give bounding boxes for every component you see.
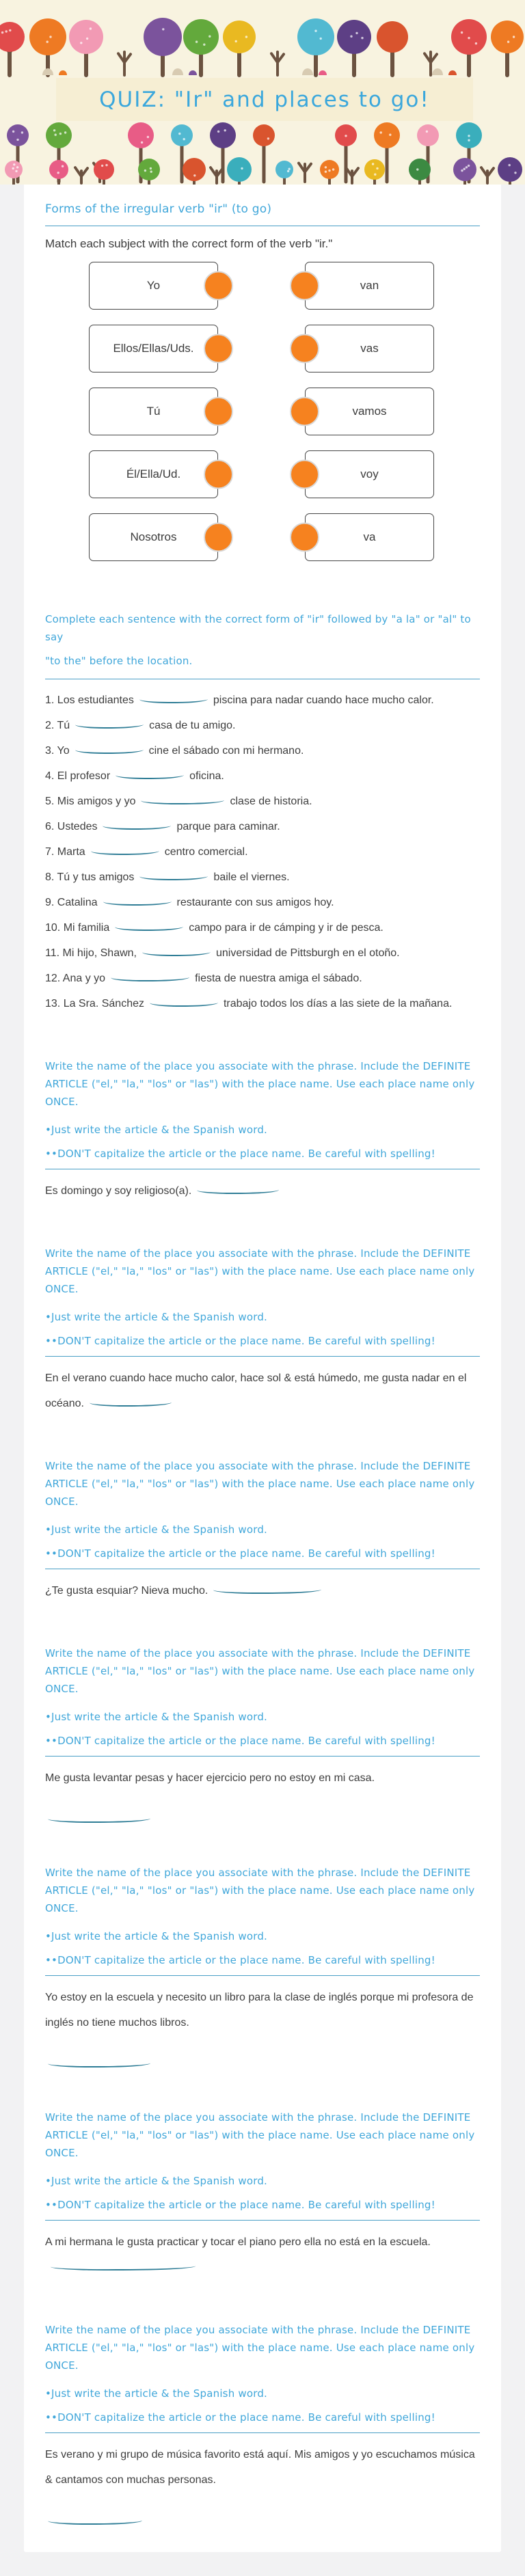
place-block <box>45 1864 480 2067</box>
match-connector-circle[interactable] <box>204 334 233 364</box>
answer-label: voy <box>360 467 379 480</box>
subject-box <box>89 262 218 310</box>
match-connector-circle[interactable] <box>290 460 319 489</box>
sentence-text: 9. Catalina <box>45 897 98 908</box>
match-connector-circle[interactable] <box>204 271 233 301</box>
place-note-1: •Just write the article & the Spanish word. <box>45 1311 268 1323</box>
place-prompt <box>45 1366 480 1416</box>
sentence-text: 6. Ustedes <box>45 821 98 832</box>
sentence-blank-input[interactable] <box>91 843 159 856</box>
sentence-item <box>45 865 480 890</box>
sentence-item <box>45 789 480 814</box>
place-instructions: Write the name of the place you associate with the phrase. Include the DEFINITE ARTICLE ("el," "la," "los" or "las") with the place name. Use each place name only ONCE. <box>45 1647 475 1695</box>
sentence-text: clase de historia. <box>230 796 312 807</box>
sentence-text: 10. Mi familia <box>45 922 110 934</box>
sentence-text: centro comercial. <box>164 846 248 858</box>
complete-section-heading <box>45 610 480 679</box>
sentence-text: campo para ir de cámping y ir de pesca. <box>189 922 383 934</box>
sentence-blank-input[interactable] <box>139 869 208 881</box>
sentence-text: 13. La Sra. Sánchez <box>45 998 144 1009</box>
place-instructions: Write the name of the place you associate with the phrase. Include the DEFINITE ARTICLE ("el," "la," "los" or "las") with the place name. Use each place name only ONCE. <box>45 2324 475 2372</box>
place-note-1: •Just write the article & the Spanish word. <box>45 1124 268 1136</box>
place-note-2: ••DON'T capitalize the article or the place name. Be careful with spelling! <box>45 1735 435 1747</box>
place-prompt <box>45 1765 480 1823</box>
sentence-blank-input[interactable] <box>103 894 171 906</box>
subject-label: Nosotros <box>130 530 177 543</box>
sentence-text: 12. Ana y yo <box>45 973 106 984</box>
place-note-1: •Just write the article & the Spanish word. <box>45 2175 268 2187</box>
match-row <box>45 513 480 561</box>
sentence-blank-input[interactable] <box>142 945 211 957</box>
place-block <box>45 1057 480 1204</box>
divider <box>45 1975 480 1976</box>
sentence-text: piscina para nadar cuando hace mucho calor. <box>213 694 434 706</box>
subject-label: Él/Ella/Ud. <box>126 467 181 480</box>
sentence-item <box>45 839 480 865</box>
prompt-text: A mi hermana le gusta practicar y tocar el piano pero ella no está en la escuela. <box>45 2236 431 2248</box>
sentence-text: restaurante con sus amigos hoy. <box>176 897 334 908</box>
match-connector-circle[interactable] <box>290 334 319 364</box>
place-block <box>45 1644 480 1823</box>
sentence-text: 11. Mi hijo, Shawn, <box>45 947 137 959</box>
prompt-text: Es domingo y soy religioso(a). <box>45 1185 192 1197</box>
place-prompt <box>45 1178 480 1204</box>
place-block <box>45 1457 480 1603</box>
sentence-blank-input[interactable] <box>115 919 183 932</box>
place-prompt <box>45 1985 480 2067</box>
sentence-item <box>45 991 480 1016</box>
sentence-text: 5. Mis amigos y yo <box>45 796 136 807</box>
match-connector-circle[interactable] <box>204 460 233 489</box>
banner <box>0 0 525 185</box>
page-bottom-spacer <box>0 2552 525 2576</box>
place-prompt <box>45 2442 480 2525</box>
sentence-text: universidad de Pittsburgh en el otoño. <box>216 947 400 959</box>
answer-label: va <box>363 530 376 543</box>
answer-box <box>305 513 434 561</box>
sentence-text: casa de tu amigo. <box>149 720 236 731</box>
subject-box <box>89 388 218 435</box>
place-note-1: •Just write the article & the Spanish word. <box>45 2387 268 2400</box>
place-block <box>45 2321 480 2525</box>
prompt-text: Yo estoy en la escuela y necesito un libro para la clase de inglés porque mi profesora de inglés no tiene muchos libros. <box>45 1992 474 2029</box>
prompt-text: ¿Te gusta esquiar? Nieva mucho. <box>45 1585 208 1597</box>
answer-box <box>305 388 434 435</box>
sentence-text: cine el sábado con mi hermano. <box>148 745 304 757</box>
sentence-text: 8. Tú y tus amigos <box>45 871 135 883</box>
place-blank-input[interactable] <box>51 2258 196 2270</box>
match-section-heading: Forms of the irregular verb "ir" (to go) <box>45 202 272 216</box>
quiz-card <box>24 185 501 2552</box>
match-connector-circle[interactable] <box>204 523 233 552</box>
sentence-item <box>45 763 480 789</box>
subject-box <box>89 513 218 561</box>
place-instructions: Write the name of the place you associate with the phrase. Include the DEFINITE ARTICLE ("el," "la," "los" or "las") with the place name. Use each place name only ONCE. <box>45 2111 475 2159</box>
place-note-1: •Just write the article & the Spanish word. <box>45 1711 268 1723</box>
match-row <box>45 262 480 310</box>
sentence-item <box>45 814 480 839</box>
sentence-text: fiesta de nuestra amiga el sábado. <box>195 973 362 984</box>
sentence-item <box>45 915 480 940</box>
subject-label: Tú <box>146 405 161 418</box>
place-note-2: ••DON'T capitalize the article or the place name. Be careful with spelling! <box>45 1954 435 1966</box>
place-blank-input[interactable] <box>48 2056 150 2068</box>
place-blank-input[interactable] <box>213 1582 321 1595</box>
place-blank-input[interactable] <box>48 2513 142 2525</box>
match-connector-circle[interactable] <box>290 271 319 301</box>
sentence-text: oficina. <box>189 770 224 782</box>
sentence-blank-input[interactable] <box>150 995 218 1007</box>
sentence-blank-input[interactable] <box>75 742 144 755</box>
sentence-blank-input[interactable] <box>75 717 144 729</box>
sentence-text: trabajo todos los días a las siete de la mañana. <box>223 998 453 1009</box>
sentence-text: 3. Yo <box>45 745 70 757</box>
banner-title-strip <box>56 78 473 121</box>
subject-label: Yo <box>146 279 161 292</box>
answer-label: van <box>360 279 379 292</box>
place-blank-input[interactable] <box>90 1395 172 1407</box>
place-note-2: ••DON'T capitalize the article or the place name. Be careful with spelling! <box>45 1148 435 1160</box>
sentence-text: 2. Tú <box>45 720 70 731</box>
complete-heading-line1: Complete each sentence with the correct form of "ir" followed by "a la" or "al" to say <box>45 613 471 643</box>
place-blank-input[interactable] <box>48 1811 150 1823</box>
sentence-blank-input[interactable] <box>141 793 224 805</box>
place-instructions: Write the name of the place you associate with the phrase. Include the DEFINITE ARTICLE ("el," "la," "los" or "las") with the place name. Use each place name only ONCE. <box>45 1060 475 1108</box>
sentence-list <box>45 688 480 1016</box>
match-row <box>45 388 480 435</box>
sentence-text: 1. Los estudiantes <box>45 694 134 706</box>
place-block <box>45 2109 480 2280</box>
place-block <box>45 1245 480 1416</box>
answer-box <box>305 262 434 310</box>
subject-box <box>89 325 218 372</box>
match-row <box>45 325 480 372</box>
place-prompt <box>45 1578 480 1603</box>
match-row <box>45 450 480 498</box>
prompt-text: En el verano cuando hace mucho calor, hace sol & está húmedo, me gusta nadar en el océano. <box>45 1372 467 1409</box>
match-connector-circle[interactable] <box>290 523 319 552</box>
answer-label: vamos <box>352 405 387 418</box>
sentence-item <box>45 738 480 763</box>
place-instructions: Write the name of the place you associate with the phrase. Include the DEFINITE ARTICLE ("el," "la," "los" or "las") with the place name. Use each place name only ONCE. <box>45 1867 475 1914</box>
sentence-item <box>45 966 480 991</box>
sentence-text: 4. El profesor <box>45 770 111 782</box>
match-connector-circle[interactable] <box>204 397 233 426</box>
answer-box <box>305 325 434 372</box>
sentence-blank-input[interactable] <box>116 768 184 780</box>
subject-box <box>89 450 218 498</box>
place-note-2: ••DON'T capitalize the article or the place name. Be careful with spelling! <box>45 2411 435 2424</box>
sentence-item <box>45 688 480 713</box>
sentence-text: baile el viernes. <box>213 871 290 883</box>
sentence-text: parque para caminar. <box>176 821 280 832</box>
prompt-text: Me gusta levantar pesas y hacer ejercicio pero no estoy en mi casa. <box>45 1772 375 1784</box>
sentence-blank-input[interactable] <box>103 818 171 830</box>
place-instructions: Write the name of the place you associate with the phrase. Include the DEFINITE ARTICLE ("el," "la," "los" or "las") with the place name. Use each place name only ONCE. <box>45 1460 475 1508</box>
sentence-item <box>45 890 480 915</box>
divider <box>45 1356 480 1357</box>
sentence-blank-input[interactable] <box>139 692 208 704</box>
quiz-title: QUIZ: "Ir" and places to go! <box>99 87 430 112</box>
answer-box <box>305 450 434 498</box>
place-instructions: Write the name of the place you associate with the phrase. Include the DEFINITE ARTICLE ("el," "la," "los" or "las") with the place name. Use each place name only ONCE. <box>45 1247 475 1295</box>
match-instruction: Match each subject with the correct form of the verb "ir." <box>45 237 333 250</box>
match-connector-circle[interactable] <box>290 397 319 426</box>
divider <box>45 1756 480 1757</box>
place-note-1: •Just write the article & the Spanish word. <box>45 1930 268 1942</box>
place-note-2: ••DON'T capitalize the article or the place name. Be careful with spelling! <box>45 2199 435 2211</box>
subject-label: Ellos/Ellas/Uds. <box>113 342 194 355</box>
place-note-2: ••DON'T capitalize the article or the place name. Be careful with spelling! <box>45 1547 435 1560</box>
sentence-blank-input[interactable] <box>111 970 189 982</box>
divider <box>45 2432 480 2433</box>
complete-heading-line2: "to the" before the location. <box>45 655 193 667</box>
matching-area <box>45 262 480 561</box>
place-blank-input[interactable] <box>197 1182 279 1195</box>
place-prompt <box>45 2229 480 2280</box>
place-note-1: •Just write the article & the Spanish word. <box>45 1523 268 1536</box>
place-note-2: ••DON'T capitalize the article or the place name. Be careful with spelling! <box>45 1335 435 1347</box>
prompt-text: Es verano y mi grupo de música favorito está aquí. Mis amigos y yo escuchamos música & cantamos con muchas personas. <box>45 2449 475 2486</box>
sentence-text: 7. Marta <box>45 846 85 858</box>
sentence-item <box>45 713 480 738</box>
divider <box>45 2220 480 2221</box>
answer-label: vas <box>360 342 379 355</box>
sentence-item <box>45 940 480 966</box>
